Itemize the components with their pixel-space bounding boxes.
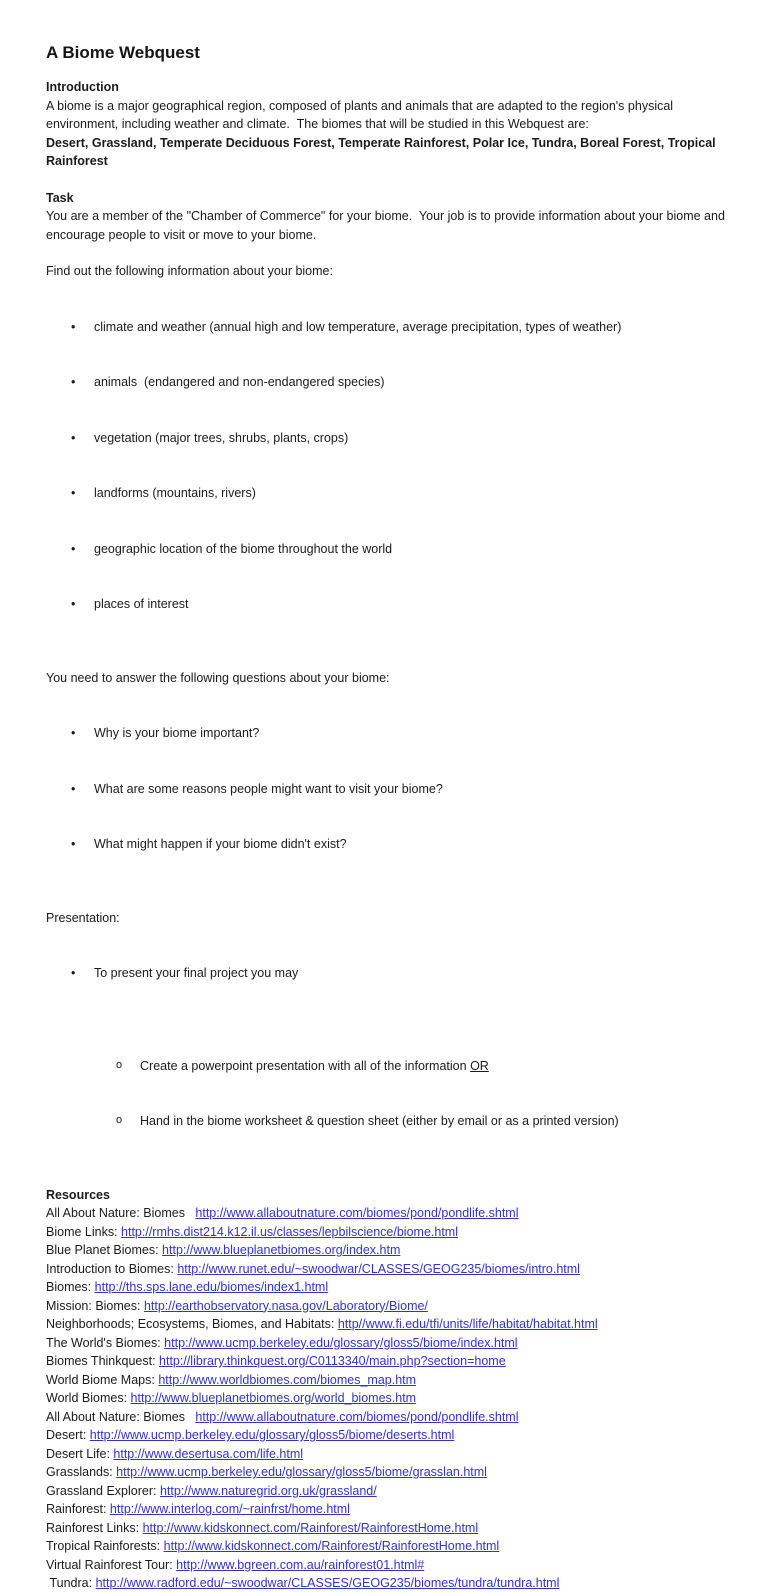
resources-heading: Resources xyxy=(46,1187,110,1202)
section-spacer xyxy=(46,244,739,262)
resource-line xyxy=(46,1519,739,1538)
section-spacer xyxy=(46,1168,739,1186)
find-out-item: • landforms (mountains, rivers) xyxy=(46,484,739,503)
resource-link[interactable]: http://www.naturegrid.org.uk/grassland/ xyxy=(159,1483,377,1498)
resource-line xyxy=(46,1204,739,1223)
resource-link[interactable]: http://library.thinkquest.org/C0113340/main.php?section=home xyxy=(159,1354,506,1368)
resource-label: Neighborhoods; Ecosystems, Biomes, and Habitats: xyxy=(46,1317,338,1331)
task-heading: Task xyxy=(46,190,74,205)
resource-line xyxy=(46,1315,739,1334)
resource-link[interactable]: http://www.kidskonnect.com/Rainforest/RainforestHome.html xyxy=(142,1520,479,1535)
resource-label: Grasslands: xyxy=(46,1465,117,1479)
resource-link[interactable]: http://www.blueplanetbiomes.org/world_biomes.htm xyxy=(130,1391,417,1405)
presentation-sub-item xyxy=(46,1057,739,1076)
resource-line xyxy=(46,1334,739,1353)
resource-link[interactable]: http://www.worldbiomes.com/biomes_map.htm xyxy=(158,1372,417,1387)
questions-intro: You need to answer the following questions about your biome: xyxy=(46,670,390,685)
intro-body: A biome is a major geographical region, composed of plants and animals that are adapted to the region's physical environment, including weather and climate. The biomes that will be studied in this Webquest are: xyxy=(46,98,677,131)
resource-link[interactable]: http://www.ucmp.berkeley.edu/glossary/gloss5/biome/deserts.html xyxy=(89,1428,455,1442)
resource-label: Introduction to Biomes: xyxy=(46,1261,178,1276)
resource-line xyxy=(46,1389,739,1408)
section-spacer xyxy=(46,651,739,669)
section-spacer xyxy=(46,171,739,189)
question-item: • What are some reasons people might want to visit your biome? xyxy=(46,780,739,799)
resource-link[interactable]: http://www.bgreen.com.au/rainforest01.html# xyxy=(176,1557,425,1572)
resource-line xyxy=(46,1408,739,1427)
resource-label: Tundra: xyxy=(46,1576,96,1590)
resource-line xyxy=(46,1574,739,1593)
resource-line xyxy=(46,1371,739,1390)
sub-item-text: Create a powerpoint presentation with all of the information xyxy=(140,1058,471,1073)
questions-list xyxy=(46,687,739,891)
question-item: • What might happen if your biome didn't exist? xyxy=(46,835,739,854)
presentation-list xyxy=(46,927,739,1020)
resource-label: World Biome Maps: xyxy=(46,1372,159,1387)
find-out-item: • climate and weather (annual high and low temperature, average precipitation, types of weather) xyxy=(46,318,739,337)
resource-label: Grassland Explorer: xyxy=(46,1483,160,1498)
resource-label: Blue Planet Biomes: xyxy=(46,1243,163,1257)
question-item: • Why is your biome important? xyxy=(46,724,739,743)
resource-label: Tropical Rainforests: xyxy=(46,1539,164,1553)
find-out-item: • animals (endangered and non-endangered species) xyxy=(46,373,739,392)
resource-link[interactable]: http://www.runet.edu/~swoodwar/CLASSES/GEOG235/biomes/intro.html xyxy=(177,1261,580,1276)
resource-label: Desert Life: xyxy=(46,1446,114,1461)
resource-label: Rainforest: xyxy=(46,1502,110,1516)
resource-link[interactable]: http//www.fi.edu/tfi/units/life/habitat/habitat.html xyxy=(337,1317,598,1331)
resource-link[interactable]: http://ths.sps.lane.edu/biomes/index1.html xyxy=(94,1280,329,1294)
resource-label: All About Nature: Biomes xyxy=(46,1206,196,1220)
resource-line xyxy=(46,1260,739,1279)
resource-link[interactable]: http://rmhs.dist214.k12.il.us/classes/lepbilscience/biome.html xyxy=(121,1224,458,1239)
resource-link[interactable]: http://www.radford.edu/~swoodwar/CLASSES/GEOG235/biomes/tundra/tundra.html xyxy=(95,1576,560,1590)
resource-label: Biomes: xyxy=(46,1280,95,1294)
resource-line xyxy=(46,1352,739,1371)
find-out-item: • places of interest xyxy=(46,595,739,614)
resource-line xyxy=(46,1482,739,1501)
resource-link[interactable]: http://www.allaboutnature.com/biomes/pond/pondlife.shtml xyxy=(195,1206,519,1220)
resource-line xyxy=(46,1445,739,1464)
sub-item-text: Hand in the biome worksheet & question sheet (either by email or as a printed version) xyxy=(140,1114,619,1128)
intro-biomes-list: Desert, Grassland, Temperate Deciduous Forest, Temperate Rainforest, Polar Ice, Tundra, Boreal Forest, Tropical Rainforest xyxy=(46,135,720,168)
resource-line xyxy=(46,1537,739,1556)
resource-link[interactable]: http://www.kidskonnect.com/Rainforest/RainforestHome.html xyxy=(163,1539,500,1553)
resource-label: Biome Links: xyxy=(46,1224,122,1239)
sub-item-underlined-text: OR xyxy=(470,1058,489,1073)
resource-label: Desert: xyxy=(46,1428,90,1442)
resource-line xyxy=(46,1278,739,1297)
resource-label: All About Nature: Biomes xyxy=(46,1409,196,1424)
intro-heading: Introduction xyxy=(46,80,119,94)
resource-line xyxy=(46,1297,739,1316)
resource-link[interactable]: http://www.ucmp.berkeley.edu/glossary/gloss5/biome/grasslan.html xyxy=(116,1465,487,1479)
resource-link[interactable]: http://www.allaboutnature.com/biomes/pond/pondlife.shtml xyxy=(195,1409,519,1424)
presentation-heading: Presentation: xyxy=(46,910,120,925)
resource-label: The World's Biomes: xyxy=(46,1335,165,1350)
find-out-item: • vegetation (major trees, shrubs, plants, crops) xyxy=(46,429,739,448)
find-out-item: • geographic location of the biome throughout the world xyxy=(46,540,739,559)
resource-label: Mission: Biomes: xyxy=(46,1298,144,1313)
task-body: You are a member of the "Chamber of Commerce" for your biome. Your job is to provide information about your biome and encourage people to visit or move to your biome. xyxy=(46,209,729,242)
find-out-list xyxy=(46,281,739,651)
resource-label: World Biomes: xyxy=(46,1391,131,1405)
resource-line xyxy=(46,1556,739,1575)
resource-link[interactable]: http://earthobservatory.nasa.gov/Laboratory/Biome/ xyxy=(143,1298,428,1313)
resource-line xyxy=(46,1500,739,1519)
presentation-sub-item xyxy=(46,1112,739,1131)
resource-line xyxy=(46,1426,739,1445)
resource-label: Virtual Rainforest Tour: xyxy=(46,1557,177,1572)
resource-line xyxy=(46,1241,739,1260)
resource-link[interactable]: http://www.ucmp.berkeley.edu/glossary/gloss5/biome/index.html xyxy=(164,1335,518,1350)
presentation-sub-list xyxy=(46,1020,739,1168)
resource-line xyxy=(46,1223,739,1242)
resource-label: Rainforest Links: xyxy=(46,1520,143,1535)
resource-link[interactable]: http://www.interlog.com/~rainfrst/home.html xyxy=(109,1502,350,1516)
document-title: A Biome Webquest xyxy=(46,43,200,62)
resource-label: Biomes Thinkquest: xyxy=(46,1354,160,1368)
resource-link[interactable]: http://www.blueplanetbiomes.org/index.htm xyxy=(162,1243,401,1257)
resource-line xyxy=(46,1463,739,1482)
find-out-intro: Find out the following information about your biome: xyxy=(46,264,333,278)
presentation-bullet: • To present your final project you may xyxy=(46,964,739,983)
resource-link[interactable]: http://www.desertusa.com/life.html xyxy=(113,1446,304,1461)
section-spacer xyxy=(46,891,739,909)
